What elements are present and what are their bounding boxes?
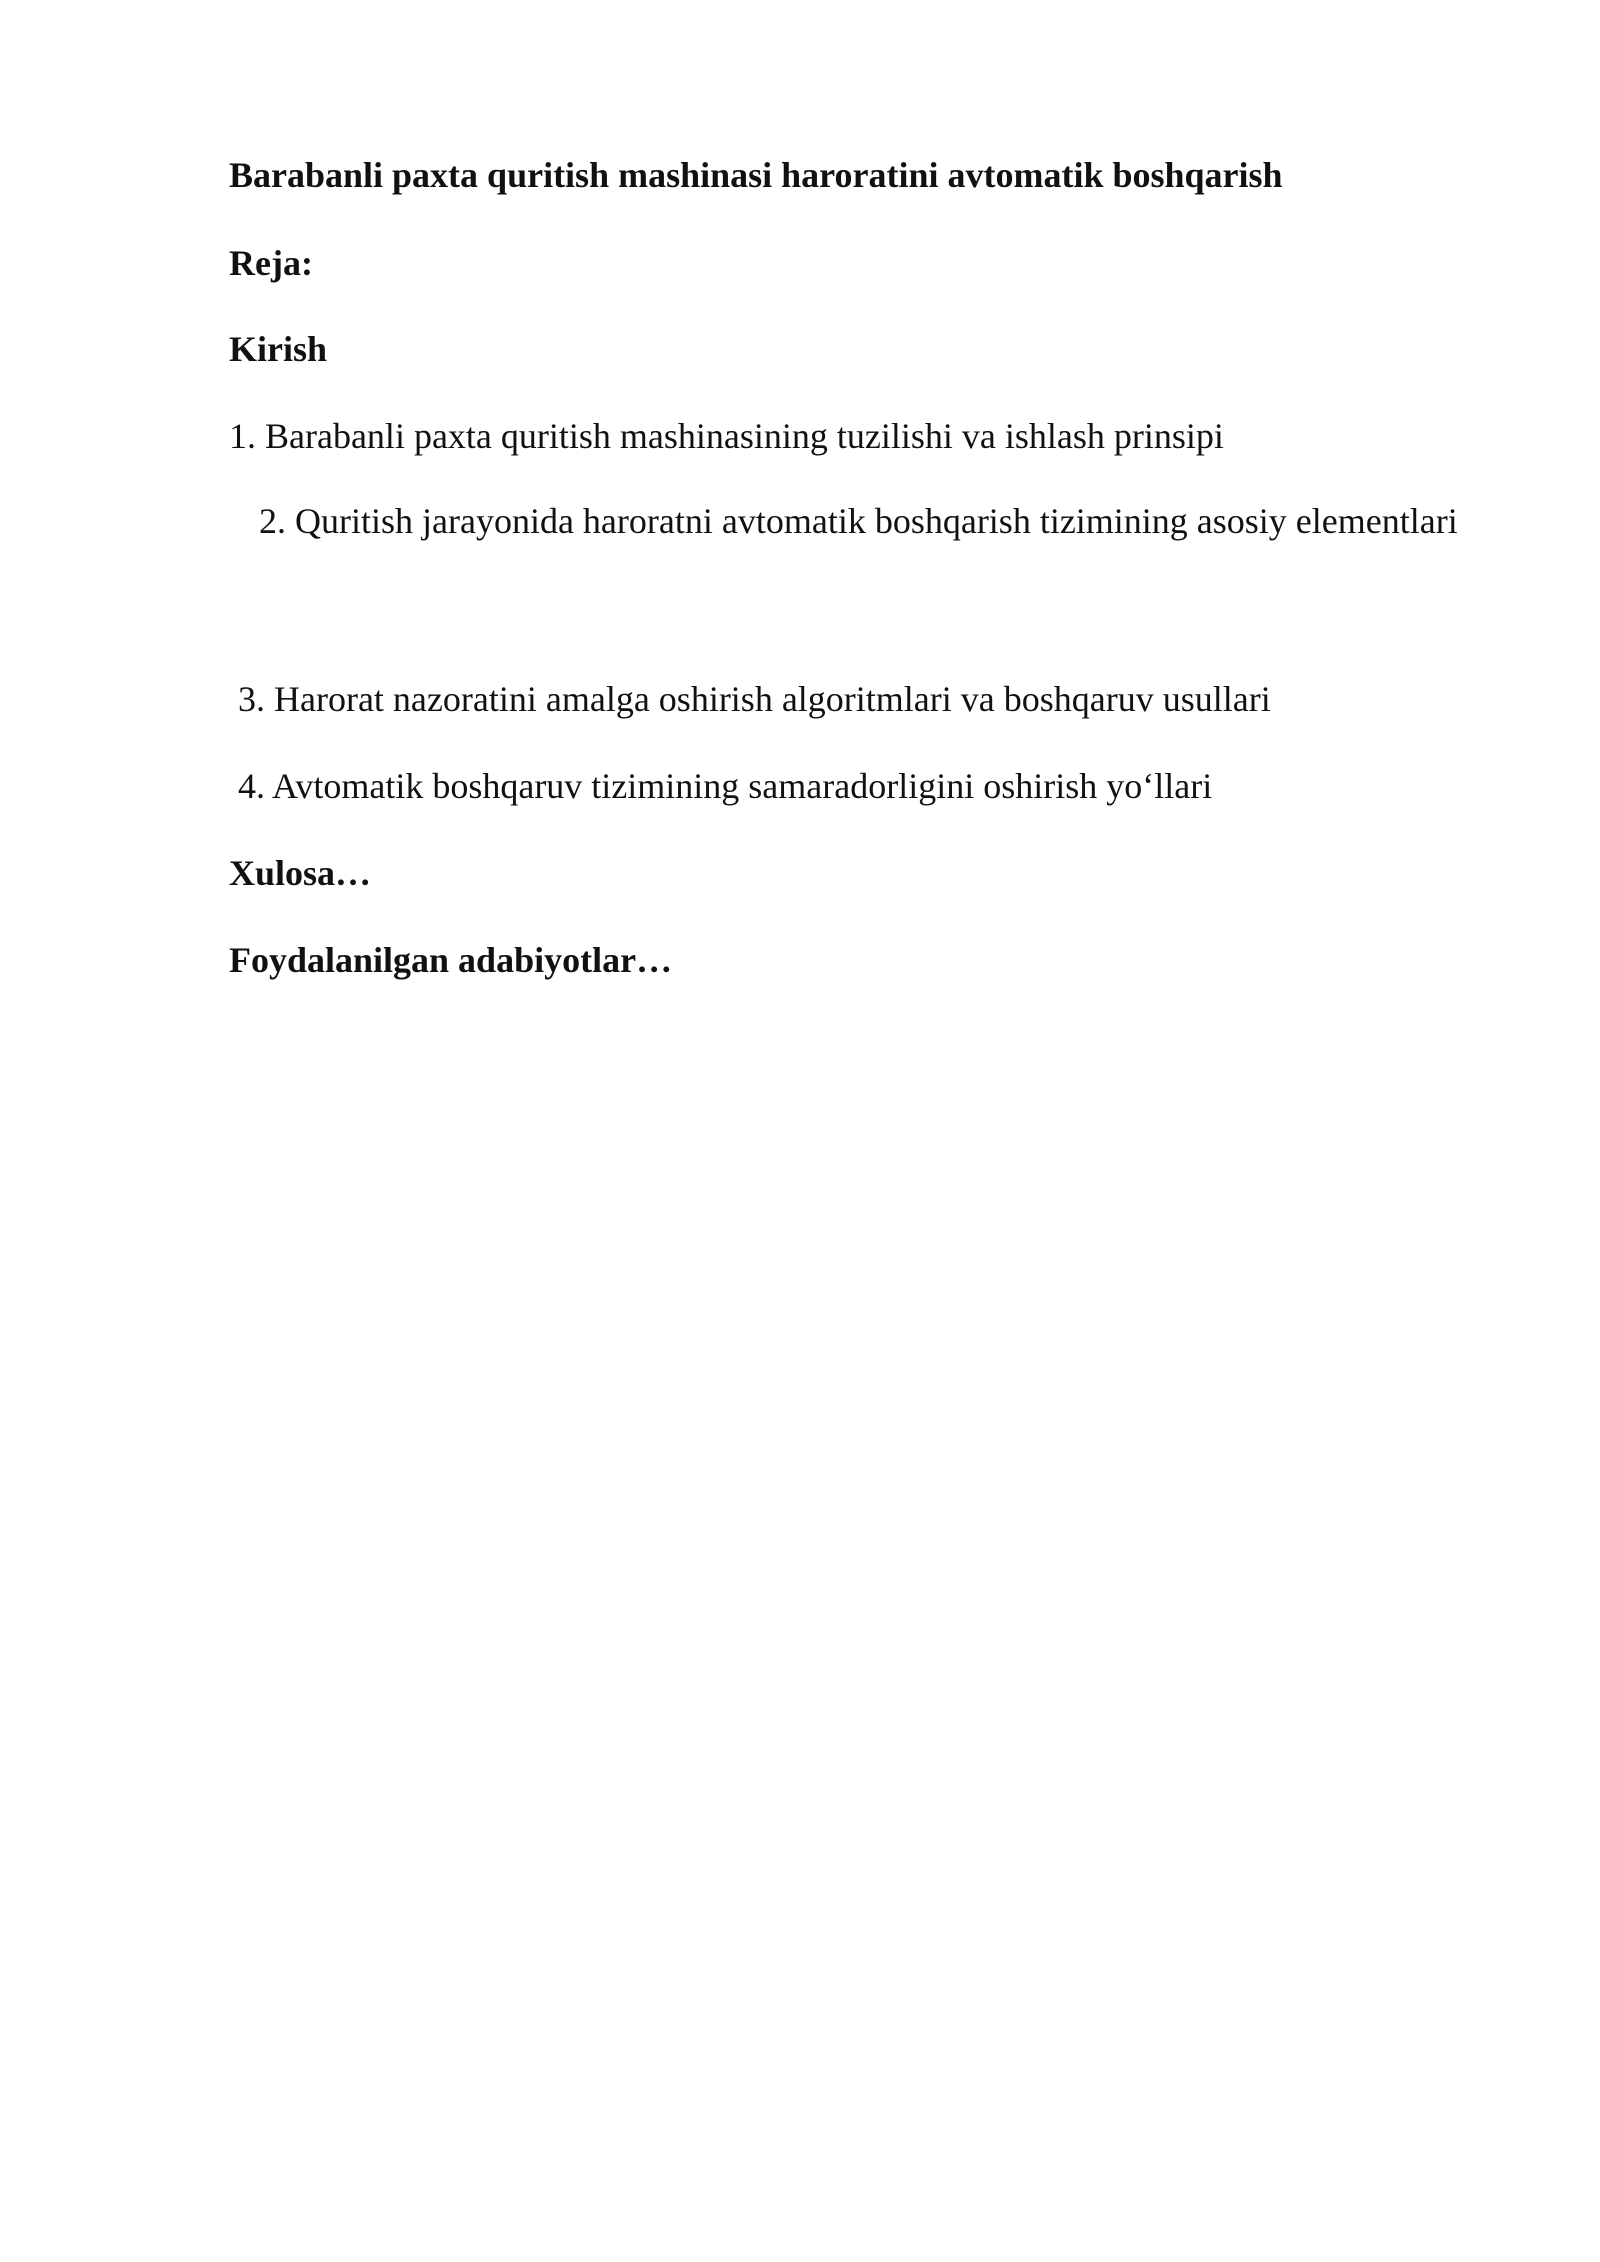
plan-item-4: 4. Avtomatik boshqaruv tizimining samaradorligini oshirish yo‘llari bbox=[238, 766, 1213, 806]
conclusion-heading: Xulosa… bbox=[229, 853, 372, 893]
intro-heading: Kirish bbox=[229, 329, 328, 369]
document-title: Barabanli paxta quritish mashinasi haroratini avtomatik boshqarish bbox=[229, 155, 1283, 195]
plan-item-1: 1. Barabanli paxta quritish mashinasining tuzilishi va ishlash prinsipi bbox=[229, 416, 1224, 456]
references-heading: Foydalanilgan adabiyotlar… bbox=[229, 940, 673, 980]
plan-heading: Reja: bbox=[229, 243, 313, 283]
plan-item-2: 2. Quritish jarayonida haroratni avtomatik boshqarish tizimining asosiy elementlari bbox=[259, 501, 1458, 541]
plan-item-3: 3. Harorat nazoratini amalga oshirish algoritmlari va boshqaruv usullari bbox=[238, 679, 1271, 719]
